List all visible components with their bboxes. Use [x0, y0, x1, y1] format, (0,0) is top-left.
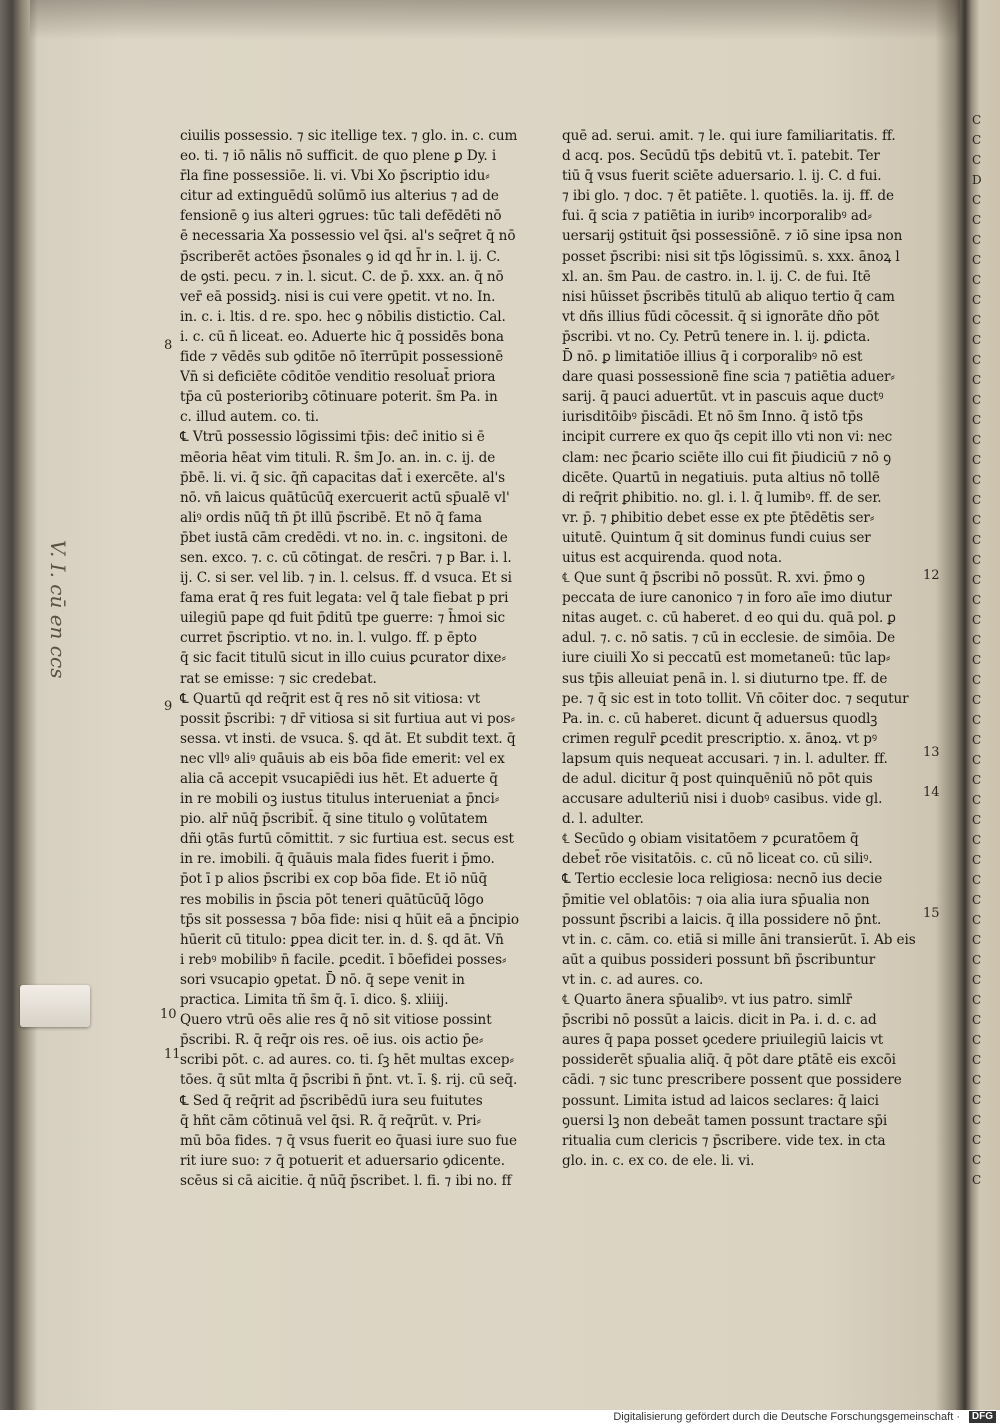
facing-page-glyph: C: [972, 133, 982, 147]
facing-page-glyph: C: [972, 193, 982, 207]
facing-page-glyph: C: [972, 513, 982, 527]
text-line: p̄scriberēt actōes p̄sonales ꝯ id qd h̄r in. l. ij. C.: [180, 248, 501, 265]
text-line: ij. C. si ser. vel lib. ⁊ in. l. celsus. ff. d vsuca. Et si: [180, 570, 512, 587]
text-line: ⁊ ibi glo. ⁊ doc. ⁊ ēt patiēte. l. quotiēs. la. ij. ff. de: [562, 188, 894, 205]
facing-page-glyph: C: [972, 233, 982, 247]
facing-page-glyph: C: [972, 453, 982, 467]
text-line: iure ciuili Xo si peccatū est mometaneū: tūc lap⸗: [562, 650, 891, 667]
footer-credit: Digitalisierung gefördert durch die Deutsche Forschungsgemeinschaft ·: [613, 1411, 960, 1423]
text-line: vr. p̄. ⁊ ꝑhibitio debet esse ex pte p̄tēdētis ser⸗: [562, 509, 875, 526]
facing-page-glyph: C: [972, 1173, 982, 1187]
text-line: lapsum quis nequeat accusari. ⁊ in. l. adulter. ff.: [562, 750, 888, 767]
text-line: in. c. i. ltis. d re. spo. hec ꝯ nōbilis distictio. Cal.: [180, 308, 506, 325]
text-line: nō. vn̄ laicus quātūcūq̄ exercuerit actū sp̄ualē vl': [180, 489, 510, 506]
section-number-9: 9: [164, 699, 173, 714]
text-line: tiū q̄ vsus fuerit sciēte aduersario. l. ij. C. d fui.: [562, 168, 882, 185]
text-line: aures q̄ papa posset ꝯcedere priuilegiū laicis vt: [562, 1032, 884, 1049]
text-line: i. c. cū n̄ liceat. eo. Aduerte hic q̄ possidēs bona: [180, 328, 504, 345]
text-line: fama erat q̄ res fuit legata: vel q̄ tale fiebat p pri: [180, 590, 509, 607]
text-line: hūerit cū titulo: ꝑpea dicit ter. in. d. §. qd āt. Vn̄: [180, 931, 504, 948]
text-line: vt in. c. ad aures. co.: [562, 971, 704, 988]
text-line: nisi hūisset p̄scribēs titulū ab aliquo tertio q̄ cam: [562, 288, 895, 305]
text-line: sen. exco. ⁊. c. cū cōtingat. de resc̄ri. ⁊ p Bar. i. l.: [180, 549, 512, 566]
text-line: sus tp̄is alleuiat penā in. l. si diuturno tpe. ff. de: [562, 670, 888, 687]
text-line: ciuilis possessio. ⁊ sic itellige tex. ⁊ glo. in. c. cum: [180, 128, 518, 144]
facing-page-glyph: C: [972, 153, 982, 167]
text-line: peccata de iure canonico ⁊ in foro aīe imo diutur: [562, 590, 892, 607]
text-line: tp̄s sit possessa ⁊ bōa fide: nisi q hūit eā a p̄ncipio: [180, 911, 519, 928]
text-line: Pa. in. c. cū haberet. dicunt q̄ aduersus quodlꝫ: [562, 710, 878, 727]
text-line: p̄ot ī p alios p̄scribi ex cop bōa fide. Et iō nūq̄: [180, 871, 488, 888]
facing-page-glyph: C: [972, 413, 982, 427]
facing-page-glyph: C: [972, 753, 982, 767]
text-line: iurisditōibꝰ p̄iscādi. Et nō s̄m Inno. q̄ istō tp̄s: [562, 409, 863, 426]
text-line: eo. ti. ⁊ iō nālis nō sufficit. de quo plene ꝑ Dy. i: [180, 148, 497, 165]
text-line: di req̄rit ꝑhibitio. no. gl. i. l. q̄ lumibꝰ. ff. de ser.: [562, 489, 882, 506]
text-line: rit iure suo: ⁊ q̄ potuerit et aduersario ꝯdicente.: [180, 1152, 505, 1169]
text-line: ē necessaria Xa possessio vel q̄si. al's seq̄ret q̄ nō: [180, 228, 516, 245]
text-line: ℄ Tertio ecclesie loca religiosa: necnō ius decie: [562, 871, 883, 888]
facing-page-glyph: C: [972, 593, 982, 607]
text-line: ℄ Quartū qd req̄rit est q̄ res nō sit vitiosa: vt: [180, 690, 481, 707]
text-line: ℄ Vtrū possessio lōgissimi tp̄is: dec̄ initio si ē: [180, 429, 485, 446]
text-line: aliꝰ ordis nūq̄ tñ p̄t illū p̄scribē. Et nō q̄ fama: [180, 509, 482, 526]
text-line: ℄ Que sunt q̄ p̄scribi nō possūt. R. xvi. p̄mo ꝯ: [562, 570, 865, 587]
text-line: ꝯuersi lꝫ non debeāt tamen possunt tractare sp̄i: [562, 1112, 888, 1129]
text-line: sarij. q̄ pauci aduertūt. vt in pascuis aque ductꝰ: [562, 389, 884, 406]
text-line: ℄ Quarto ānera sp̄ualibꝰ. vt ius patro. simlr̄: [562, 992, 853, 1009]
facing-page-glyph: C: [972, 613, 982, 627]
facing-page-glyph: C: [972, 873, 982, 887]
facing-page-glyph: C: [972, 353, 982, 367]
facing-page-glyph: C: [972, 693, 982, 707]
facing-page-glyph: C: [972, 993, 982, 1007]
text-line: p̄scribi nō possūt a laicis. dicit in Pa. i. d. c. ad: [562, 1012, 877, 1029]
text-line: ℄ Sed q̄ req̄rit ad p̄scribēdū iura seu fuitutes: [180, 1092, 483, 1109]
text-line: cādi. ⁊ sic tunc prescribere possent que possidere: [562, 1072, 902, 1089]
text-line: fide ⁊ vēdēs sub ꝯditōe nō īterrūpit possessionē: [180, 349, 504, 366]
facing-page-glyph: C: [972, 1073, 982, 1087]
facing-page-glyph: C: [972, 1113, 982, 1127]
facing-page-glyph: C: [972, 213, 982, 227]
text-line: posset p̄scribi: nisi sit tp̄s lōgissimū. s. xxx. ānoꝝ l: [562, 248, 900, 265]
facing-page-glyph: C: [972, 653, 982, 667]
text-line: pio. alr̄ nūq̄ p̄scribit̄. q̄ sine titulo ꝯ volūtatem: [180, 811, 488, 828]
section-number-10: 10: [160, 1007, 177, 1022]
facing-page-glyph: D: [972, 173, 982, 187]
facing-page-glyph: C: [972, 853, 982, 867]
text-line: res mobilis in p̄scia pōt teneri quātūcūq̄ lōgo: [180, 891, 484, 908]
text-line: ritualia cum clericis ⁊ p̄scribere. vide tex. in cta: [562, 1132, 886, 1149]
facing-page-glyph: C: [972, 1053, 982, 1067]
text-line: quē ad. serui. amit. ⁊ le. qui iure familiaritatis. ff.: [562, 128, 896, 144]
facing-page-glyph: C: [972, 713, 982, 727]
text-line: possit p̄scribi: ⁊ dr̄ vitiosa si sit furtiua aut vi pos⸗: [180, 710, 515, 727]
text-line: scēus si cā aicitie. q̄ nūq̄ p̄scribet. l. fi. ⁊ ibi no. ff: [180, 1172, 512, 1189]
facing-page-glyph: C: [972, 1133, 982, 1147]
facing-page-glyph: C: [972, 933, 982, 947]
text-line: uitus est acquirenda. quod nota.: [562, 549, 782, 566]
facing-page-glyph: C: [972, 973, 982, 987]
text-line: glo. in. c. ex co. de ele. li. vi.: [562, 1152, 755, 1169]
text-line: pe. ⁊ q̄ sic est in toto tollit. Vn̄ cōiter doc. ⁊ sequtur: [562, 690, 909, 707]
facing-page-glyph: C: [972, 553, 982, 567]
facing-page-glyph: C: [972, 1093, 982, 1107]
text-line: adul. ⁊. c. nō satis. ⁊ cū in ecclesie. de simōia. De: [562, 630, 896, 647]
text-line: p̄mitie vel oblatōis: ⁊ oia alia iura sp̄ualia non: [562, 891, 870, 908]
text-column-right: [562, 126, 922, 1171]
text-line: dñi ꝯtās furtū cōmittit. ⁊ sic furtiua est. secus est: [180, 831, 514, 848]
facing-page-glyph: C: [972, 313, 982, 327]
text-line: mū bōa fides. ⁊ q̄ vsus fuerit eo q̄uasi iure suo fue: [180, 1132, 517, 1149]
text-line: sessa. vt insti. de vsuca. §. qd āt. Et subdit text. q̄: [180, 730, 516, 747]
text-line: vt in. c. cām. co. etiā si mille āni transierūt. ī. Ab eis: [562, 931, 916, 948]
text-line: debet̄ rōe visitatōis. c. cū nō liceat co. cū siliꝰ.: [562, 851, 873, 868]
facing-page-glyph: C: [972, 493, 982, 507]
text-line: rat se emisse: ⁊ sic credebat.: [180, 670, 377, 687]
facing-page-glyph: C: [972, 633, 982, 647]
text-line: uilegiū pape qd fuit p̄ditū tpe guerre: ⁊ h̄moi sic: [180, 610, 506, 627]
section-number-8: 8: [164, 338, 173, 353]
facing-page-glyph: C: [972, 113, 982, 127]
text-line: nec vllꝰ aliꝰ quāuis ab eis bōa fide emerit: vel ex: [180, 750, 505, 767]
facing-page-glyph: C: [972, 373, 982, 387]
text-line: accusare adulteriū nisi i duobꝰ casibus. vide gl.: [562, 791, 883, 808]
text-line: uersarij ꝯstituit q̄si possessiōnē. ⁊ iō sine ipsa non: [562, 228, 903, 245]
text-line: d. l. adulter.: [562, 811, 644, 828]
text-line: sori vsucapio ꝯpetat. D̄ nō. q̄ sepe venit in: [180, 971, 465, 988]
text-line: citur ad extinguēdū solūmō ius alterius ⁊ ad de: [180, 188, 499, 205]
page-shadow: [30, 0, 960, 40]
text-line: clam: nec p̄cario sciēte illo cui fit p̄iudiciū ⁊ nō ꝯ: [562, 449, 891, 466]
facing-page-glyph: C: [972, 833, 982, 847]
text-line: de ꝯsti. pecu. ⁊ in. l. sicut. C. de p̄. xxx. an. q̄ nō: [180, 268, 504, 285]
text-line: q̄ hñt cām cōtinuā vel q̄si. R. q̄ req̄rūt. v. Pri⸗: [180, 1112, 481, 1129]
facing-page-glyph: C: [972, 433, 982, 447]
text-line: curret p̄scriptio. vt no. in. l. vulgo. ff. p ēpto: [180, 630, 477, 647]
text-line: p̄bet iustā cām credēdi. vt no. in. c. ingsitoni. de: [180, 529, 508, 546]
facing-page-glyph: C: [972, 813, 982, 827]
facing-page-glyph: C: [972, 1033, 982, 1047]
facing-page-glyph: C: [972, 293, 982, 307]
text-line: dare quasi possessionē fine scia ⁊ patiētia aduer⸗: [562, 369, 895, 386]
facing-page-glyph: C: [972, 333, 982, 347]
text-line: de adul. dicitur q̄ post quinquēniū nō pōt quis: [562, 771, 873, 787]
text-line: Vn̄ si deficiēte cōditōe venditio resoluat̄ priora: [180, 369, 496, 386]
text-line: practica. Limita tñ s̄m q̄. ī. dico. §. xliiij.: [180, 992, 449, 1009]
facing-page-glyph: C: [972, 273, 982, 287]
facing-page-glyph: C: [972, 733, 982, 747]
text-line: D̄ nō. ꝑ limitatiōe illius q̄ i corporalibꝰ nō est: [562, 349, 863, 366]
handwritten-marginalia: V. I. cū en ccs: [46, 540, 70, 679]
facing-page-edge: [972, 110, 1000, 1210]
facing-page-glyph: C: [972, 953, 982, 967]
text-line: alia cā accepit vsucapiēdi ius hēt. Et aduerte q̄: [180, 771, 498, 787]
text-line: ℄ Secūdo ꝯ obiam visitatōem ⁊ ꝑcuratōem q̄: [562, 831, 859, 848]
facing-page-glyph: C: [972, 533, 982, 547]
facing-page-glyph: C: [972, 393, 982, 407]
text-line: ver̄ eā possidꝫ. nisi is cui vere ꝯpetit. vt no. In.: [180, 288, 496, 305]
section-number-14: 14: [923, 785, 940, 800]
text-line: tōes. q̄ sūt mlta q̄ p̄scribi n̄ p̄nt. vt. ī. §. rij. cū seq̄.: [180, 1072, 518, 1089]
text-line: aūt a quibus possideri possunt bñ p̄scribuntur: [562, 951, 876, 968]
facing-page-glyph: C: [972, 793, 982, 807]
facing-page-glyph: C: [972, 573, 982, 587]
text-line: fensionē ꝯ ius alteri ꝯgrues: tūc tali defēdēti nō: [180, 208, 502, 225]
text-line: p̄scribi. R. q̄ req̄r ois res. oē ius. ois actio p̄e⸗: [180, 1032, 484, 1049]
section-number-12: 12: [923, 568, 940, 583]
facing-page-glyph: C: [972, 1013, 982, 1027]
section-number-11: 11: [164, 1047, 181, 1062]
text-line: possunt p̄scribi a laicis. q̄ illa possidere nō p̄nt.: [562, 911, 882, 928]
facing-page-glyph: C: [972, 913, 982, 927]
text-line: uitutē. Quintum q̄ sit dominus fundi cuius ser: [562, 529, 871, 546]
text-line: mēoria hēat vim tituli. R. s̄m Jo. an. in. c. ij. de: [180, 449, 496, 466]
text-line: dicēte. Quartū in negatiuis. puta altius nō tollē: [562, 469, 880, 486]
text-line: xl. an. s̄m Pau. de castro. in. l. ij. C. de fui. Itē: [562, 268, 871, 285]
text-column-left: [180, 126, 550, 1191]
text-line: i rebꝰ mobilibꝰ n̄ facile. ꝑcedit. ī bōefidei posses⸗: [180, 951, 507, 968]
facing-page-glyph: C: [972, 1153, 982, 1167]
text-line: in re. imobili. q̄ q̄uāuis mala fides fuerit i p̄mo.: [180, 851, 495, 868]
text-line: tp̄a cū posterioribꝫ cōtinuare poterit. s̄m Pa. in: [180, 389, 498, 406]
dfg-logo: DFG: [969, 1411, 996, 1423]
facing-page-glyph: C: [972, 773, 982, 787]
text-line: vt dñs illius fūdi cōcessit. q̄ si ignorāte dño pōt: [562, 308, 880, 325]
paper-tab-slip: [20, 985, 90, 1027]
text-line: p̄scribi. vt no. Cy. Petrū tenere in. l. ij. ꝑdicta.: [562, 328, 871, 345]
text-line: r̄la fine possessiōe. li. vi. Vbi Xo p̄scriptio idu⸗: [180, 168, 490, 185]
text-line: d acq. pos. Secūdū tp̄s debitū vt. ī. patebit. Ter: [562, 148, 880, 165]
text-line: possunt. Limita istud ad laicos seclares: q̄ laici: [562, 1092, 879, 1109]
facing-page-glyph: C: [972, 893, 982, 907]
text-line: possiderēt sp̄ualia aliq̄. q̄ pōt dare ꝑtātē eis excōi: [562, 1052, 896, 1069]
facing-page-glyph: C: [972, 253, 982, 267]
text-line: Quero vtrū oēs alie res q̄ nō sit vitiose possint: [180, 1012, 492, 1029]
section-number-15: 15: [923, 906, 940, 921]
facing-page-glyph: C: [972, 673, 982, 687]
text-line: incipit currere ex quo q̄s cepit illo vti non vi: nec: [562, 429, 893, 446]
text-line: nitas auget. c. cū haberet. d eo qui du. quā pol. ꝑ: [562, 610, 896, 627]
text-line: fui. q̄ scia ⁊ patiētia in iuribꝰ incorporalibꝰ ad⸗: [562, 208, 872, 225]
text-line: p̄bē. li. vi. q̄ sic. q̄ñ capacitas dat̄ i exercēte. al's: [180, 469, 506, 486]
text-line: c. illud autem. co. ti.: [180, 409, 320, 426]
text-line: scribi pōt. c. ad aures. co. ti. ſꝫ hēt multas excep⸗: [180, 1052, 514, 1069]
text-line: crimen regulr̄ ꝑcedit prescriptio. x. ānoꝝ. vt pꝰ: [562, 730, 877, 747]
text-line: q̄ sic facit titulū sicut in illo cuius ꝑcurator dixe⸗: [180, 650, 506, 667]
text-line: in re mobili oꝫ iustus titulus interueniat a p̄nci⸗: [180, 791, 500, 808]
facing-page-glyph: C: [972, 473, 982, 487]
section-number-13: 13: [923, 745, 940, 760]
